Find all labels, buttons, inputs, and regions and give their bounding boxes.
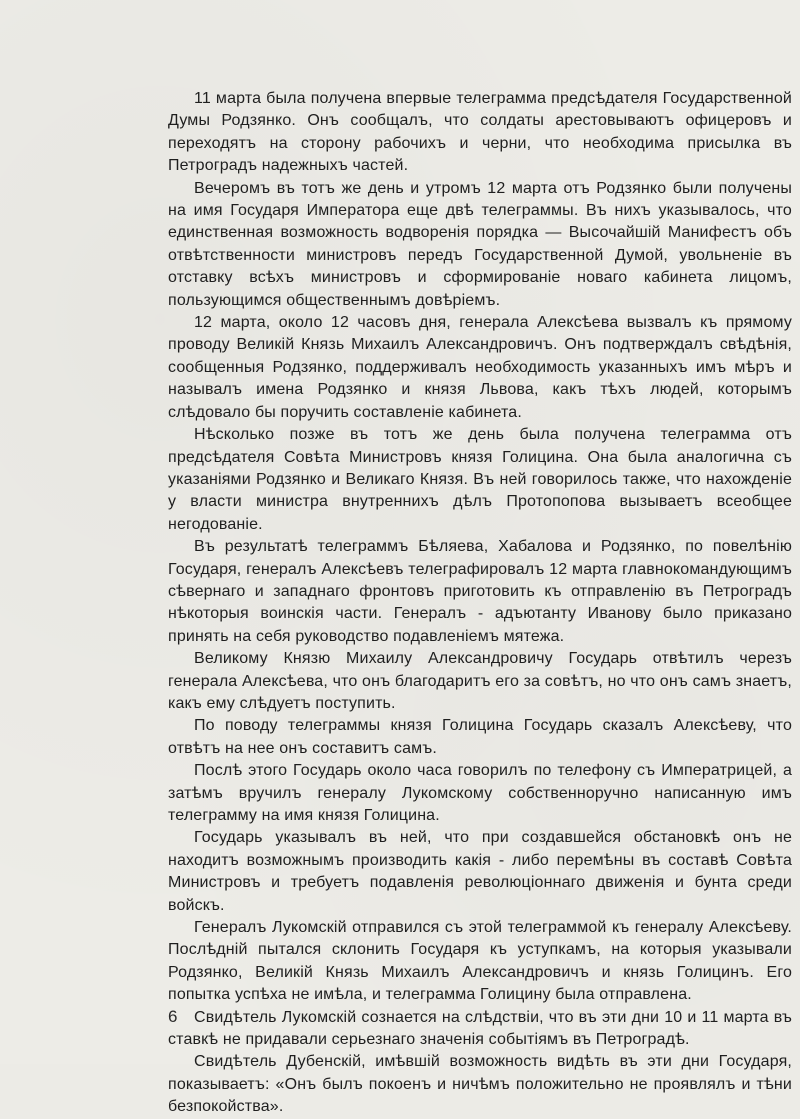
paragraph-6: Великому Князю Михаилу Александровичу Государь отвѣтилъ черезъ генерала Алексѣева, что онъ благодаритъ его за совѣтъ, но что онъ самъ знаетъ, какъ ему слѣдуетъ поступить. — [168, 650, 792, 712]
paragraph-10: Генералъ Лукомскій отправился съ этой телеграммой къ генералу Алексѣеву. Послѣдній пытался склонить Государя къ уступкамъ, на которыя указывали Родзянко, Великій Князь Михаилъ Александровичъ и князь Голицинъ. Его попытка успѣха не имѣла, и телеграмма Голицину была отправлена. — [168, 919, 792, 1004]
page-number: 6 — [168, 1007, 178, 1026]
paragraph-8: Послѣ этого Государь около часа говорилъ по телефону съ Императрицей, а затѣмъ вручилъ генералу Лукомскому собственноручно написанную имъ телеграмму на имя князя Голицина. — [168, 762, 792, 824]
paragraph-2: Вечеромъ въ тотъ же день и утромъ 12 марта отъ Родзянко были получены на имя Государя Императора еще двѣ телеграммы. Въ нихъ указывалось, что единственная возможность водворенія порядка — Высочайшій Манифестъ объ отвѣтственности министровъ передъ Государственной Думой, увольненіе въ отставку всѣхъ министровъ и сформированіе новаго кабинета лицомъ, пользующимся общественнымъ довѣріемъ. — [168, 179, 792, 309]
paragraph-1: 11 марта была получена впервые телеграмма предсѣдателя Государственной Думы Родзянко. Онъ сообщалъ, что солдаты арестовываютъ офицеровъ и переходятъ на сторону рабочихъ и черни, что необходима присылка въ Петроградъ надежныхъ частей. — [168, 90, 792, 175]
paragraph-9: Государь указывалъ въ ней, что при создавшейся обстановкѣ онъ не находитъ возможнымъ производить какія - либо перемѣны въ составѣ Совѣта Министровъ и требуетъ подавленія революціоннаго движенія и бунта среди войскъ. — [168, 829, 792, 914]
paragraph-3: 12 марта, около 12 часовъ дня, генерала Алексѣева вызвалъ къ прямому проводу Великій Князь Михаилъ Александровичъ. Онъ подтверждалъ свѣдѣнія, сообщенныя Родзянко, поддерживалъ необходимость указанныхъ имъ мѣръ и называлъ имена Родзянко и князя Львова, какъ тѣхъ людей, которымъ слѣдовало бы поручить составленіе кабинета. — [168, 314, 792, 421]
paragraph-4: Нѣсколько позже въ тотъ же день была получена телеграмма отъ предсѣдателя Совѣта Министровъ князя Голицина. Она была аналогична съ указаніями Родзянко и Великаго Князя. Въ ней говорилось также, что нахожденіе у власти министра внутреннихъ дѣлъ Протопопова вызываетъ всеобщее негодованіе. — [168, 426, 792, 533]
paragraph-7: По поводу телеграммы князя Голицина Государь сказалъ Алексѣеву, что отвѣтъ на нее онъ составитъ самъ. — [168, 717, 792, 757]
paragraph-11: Свидѣтель Лукомскій сознается на слѣдствіи, что въ эти дни 10 и 11 марта въ ставкѣ не придавали серьезнаго значенія событіямъ въ Петроградѣ. — [168, 1008, 792, 1049]
body-text — [168, 88, 792, 1119]
paragraph-5: Въ результатѣ телеграммъ Бѣляева, Хабалова и Родзянко, по повелѣнію Государя, генералъ Алексѣевъ телеграфировалъ 12 марта главнокомандующимъ сѣвернаго и западнаго фронтовъ приготовить къ отправленію въ Петроградъ нѣкоторыя воинскія части. Генералъ - адъютанту Иванову было приказано принять на себя руководство подавленіемъ мятежа. — [168, 538, 792, 645]
paragraph-12: Свидѣтель Дубенскій, имѣвшій возможность видѣть въ эти дни Государя, показываетъ: «Онъ былъ покоенъ и ничѣмъ положительно не проявлялъ и тѣни безпокойства». — [168, 1053, 792, 1116]
